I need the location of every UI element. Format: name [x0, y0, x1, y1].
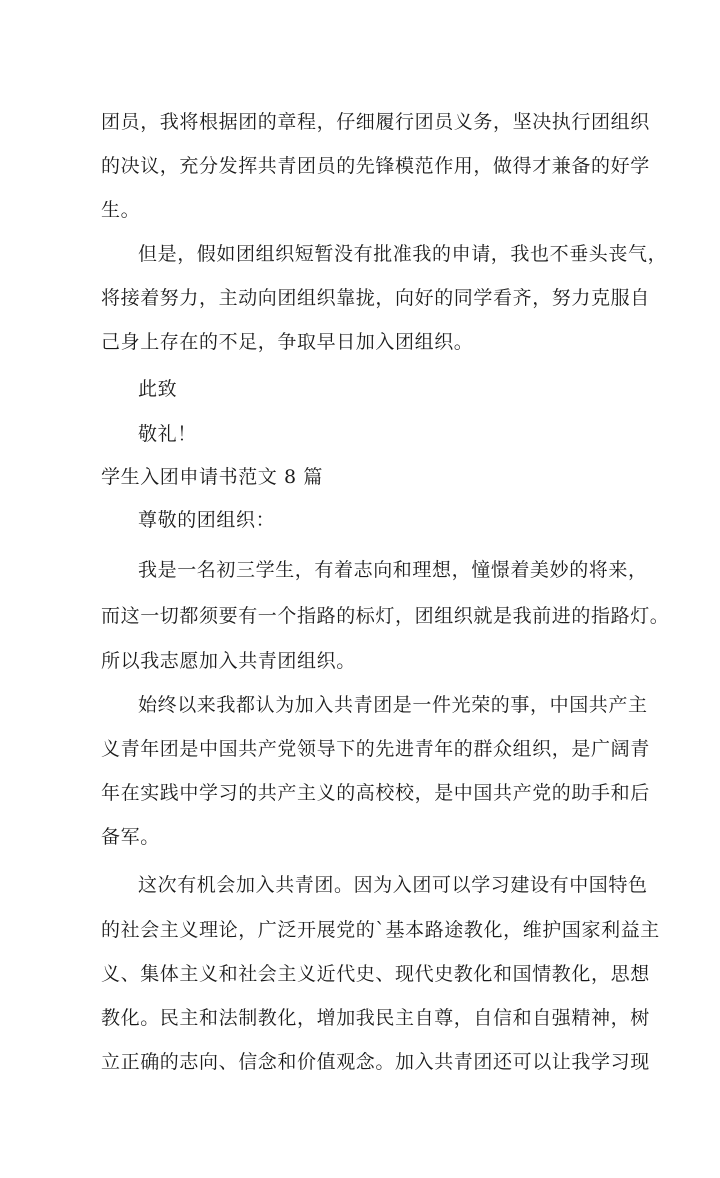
text-line: 生。: [101, 199, 141, 221]
text-line: 立正确的志向、信念和价值观念。加入共青团还可以让我学习现: [101, 1051, 650, 1073]
text-line: 备军。: [101, 826, 160, 848]
greeting: 尊敬的团组织：: [138, 509, 276, 531]
section-heading: 学生入团申请书范文 8 篇: [101, 466, 323, 488]
text-line: 年在实践中学习的共产主义的高校校，是中国共产党的助手和后: [101, 782, 650, 804]
text-line: 的社会主义理论，广泛开展党的`基本路途教化，维护国家利益主: [101, 919, 660, 941]
text-line: 团员，我将根据团的章程，仔细履行团员义务，坚决执行团组织: [101, 111, 650, 133]
text-line: 所以我志愿加入共青团组织。: [101, 650, 356, 672]
text-line: 而这一切都须要有一个指路的标灯，团组织就是我前进的指路灯。: [101, 605, 670, 627]
text-line: 己身上存在的不足，争取早日加入团组织。: [101, 331, 474, 353]
text-line: 教化。民主和法制教化，增加我民主自尊，自信和自强精神，树: [101, 1007, 650, 1029]
text-line: 的决议，充分发挥共青团员的先锋模范作用，做得才兼备的好学: [101, 155, 650, 177]
paragraph-start-line: 始终以来我都认为加入共青团是一件光荣的事，中国共产主: [138, 694, 648, 716]
text-line: 义青年团是中国共产党领导下的先进青年的群众组织，是广阔青: [101, 738, 650, 760]
paragraph-start-line: 这次有机会加入共青团。因为入团可以学习建设有中国特色: [138, 874, 648, 896]
paragraph-start-line: 但是，假如团组织短暂没有批准我的申请，我也不垂头丧气，: [138, 243, 668, 265]
text-line: 义、集体主义和社会主义近代史、现代史教化和国情教化，思想: [101, 963, 650, 985]
closing-salutation: 此致: [138, 378, 178, 400]
closing-regards: 敬礼！: [138, 423, 197, 445]
text-line: 将接着努力，主动向团组织靠拢，向好的同学看齐，努力克服自: [101, 287, 650, 309]
paragraph-start-line: 我是一名初三学生，有着志向和理想，憧憬着美妙的将来，: [138, 559, 648, 581]
